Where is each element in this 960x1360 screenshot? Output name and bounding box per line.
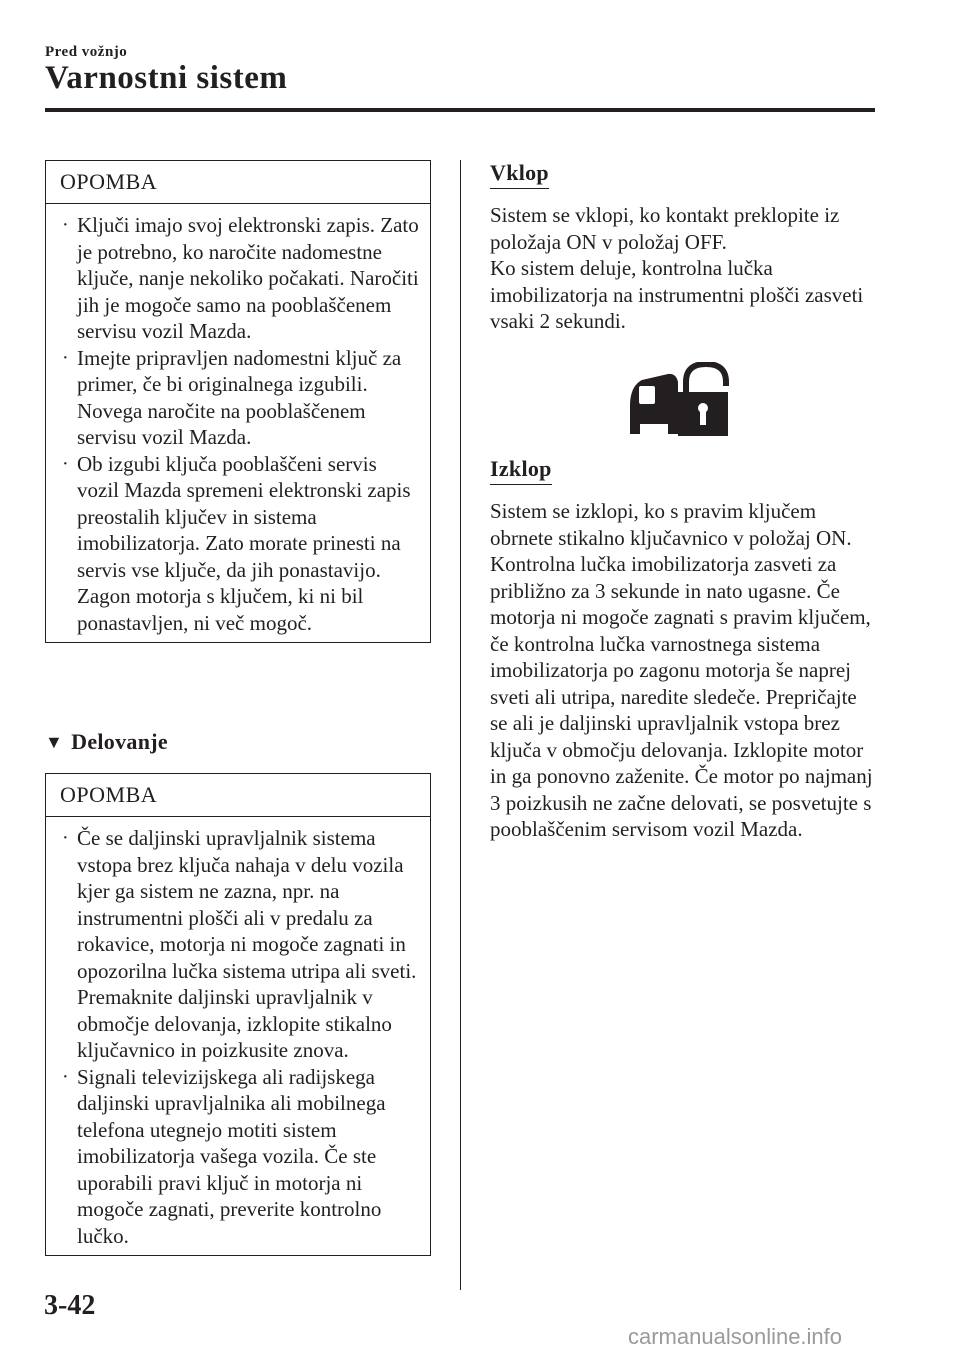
arming-heading: Vklop (490, 160, 549, 189)
watermark: carmanualsonline.info (628, 1324, 843, 1349)
bullet-text: Signali televizijskega ali radijskega daljinski upravljalnika ali mobilnega telefona utegnejo motiti sistem imobilizatorja vašega vozila. Če ste uporabili pravi ključ in motorja ni mogoče zagnati, preverite kontrolno lučko. (77, 1064, 386, 1248)
bullet-dot-icon: · (62, 346, 69, 369)
column-divider (460, 160, 461, 1290)
bullet-dot-icon: · (62, 827, 69, 849)
arming-section (490, 160, 875, 335)
operation-heading-text: Delovanje (71, 729, 168, 754)
bullet-text: Če se daljinski upravljalnik sistema vstopa brez ključa nahaja v delu vozila kjer ga sistem ne zazna, npr. na instrumentni plošči ali v predalu za rokavice, motorja ni mogoče zagnati in opozorilna lučka sistema utripa ali sveti. Premaknite daljinski upravljalnik v območje delovanja, izklopite stikalno ključavnico in poizkusite znova. (77, 826, 417, 1062)
page-title: Varnostni sistem (45, 60, 288, 96)
arming-paragraph: Ko sistem deluje, kontrolna lučka imobilizatorja na instrumentni plošči zasveti vsaki 2 sekundi. (490, 256, 864, 333)
note-box-keys (45, 160, 431, 643)
bullet-dot-icon: · (62, 1065, 69, 1088)
note-body (46, 204, 430, 642)
note-heading: OPOMBA (46, 774, 430, 817)
bullet-text-continued: Zagon motorja s ključem, ki ni bil ponastavljen, ni več mogoč. (77, 584, 364, 635)
note-box-operation (45, 773, 431, 1256)
car-padlock-icon (628, 362, 730, 438)
note-bullet (62, 451, 420, 637)
bullet-text: Ključi imajo svoj elektronski zapis. Zato je potrebno, ko naročite nadomestne ključe, nanje nekoliko počakati. Naročiti jih je mogoče samo na pooblaščenem servisu vozil Mazda. (77, 213, 419, 343)
note-bullet (62, 212, 420, 345)
note-bullet (62, 1064, 420, 1250)
bullet-text: Imejte pripravljen nadomestni ključ za primer, če bi originalnega izgubili. Novega naročite na pooblaščenem servisu vozil Mazda. (77, 345, 402, 449)
bullet-dot-icon: · (62, 452, 69, 475)
section-label: Pred vožnjo (45, 44, 128, 60)
disarming-paragraph: Sistem se izklopi, ko s pravim ključem obrnete stikalno ključavnico v položaj ON. Kontrolna lučka imobilizatorja zasveti za približno za 3 sekunde in nato ugasne. Če motorja ni mogoče zagnati s pravim ključem, če kontrolna lučka varnostnega sistema imobilizatorja po zagonu motorja še naprej sveti ali utripa, naredite sledeče. Prepričajte se ali je daljinski upravljalnik vstopa brez ključa v območju delovanja. Izklopite motor in ga ponovno zaženite. Če motor po najmanj 3 poizkusih ne začne delovati, se posvetujte s pooblaščenim servisom vozil Mazda. (490, 499, 873, 841)
disarming-body (490, 498, 875, 843)
operation-heading (45, 729, 168, 755)
disarming-section (490, 456, 875, 843)
triangle-marker-icon: ▼ (45, 732, 64, 752)
arming-body (490, 202, 875, 335)
note-bullet (62, 825, 420, 1064)
bullet-text: Ob izgubi ključa pooblaščeni servis vozil Mazda spremeni elektronski zapis preostalih ključev in sistema imobilizatorja. Zato morate prinesti na servis vse ključe, da jih ponastavijo. (77, 451, 411, 582)
bullet-dot-icon: · (62, 214, 69, 236)
note-bullet (62, 345, 420, 451)
note-body (46, 817, 430, 1255)
note-heading: OPOMBA (46, 161, 430, 204)
arming-paragraph: Sistem se vklopi, ko kontakt preklopite iz položaja ON v položaj OFF. (490, 203, 840, 254)
disarming-heading: Izklop (490, 456, 552, 485)
title-rule (45, 108, 875, 112)
page-number: 3-42 (44, 1290, 96, 1321)
